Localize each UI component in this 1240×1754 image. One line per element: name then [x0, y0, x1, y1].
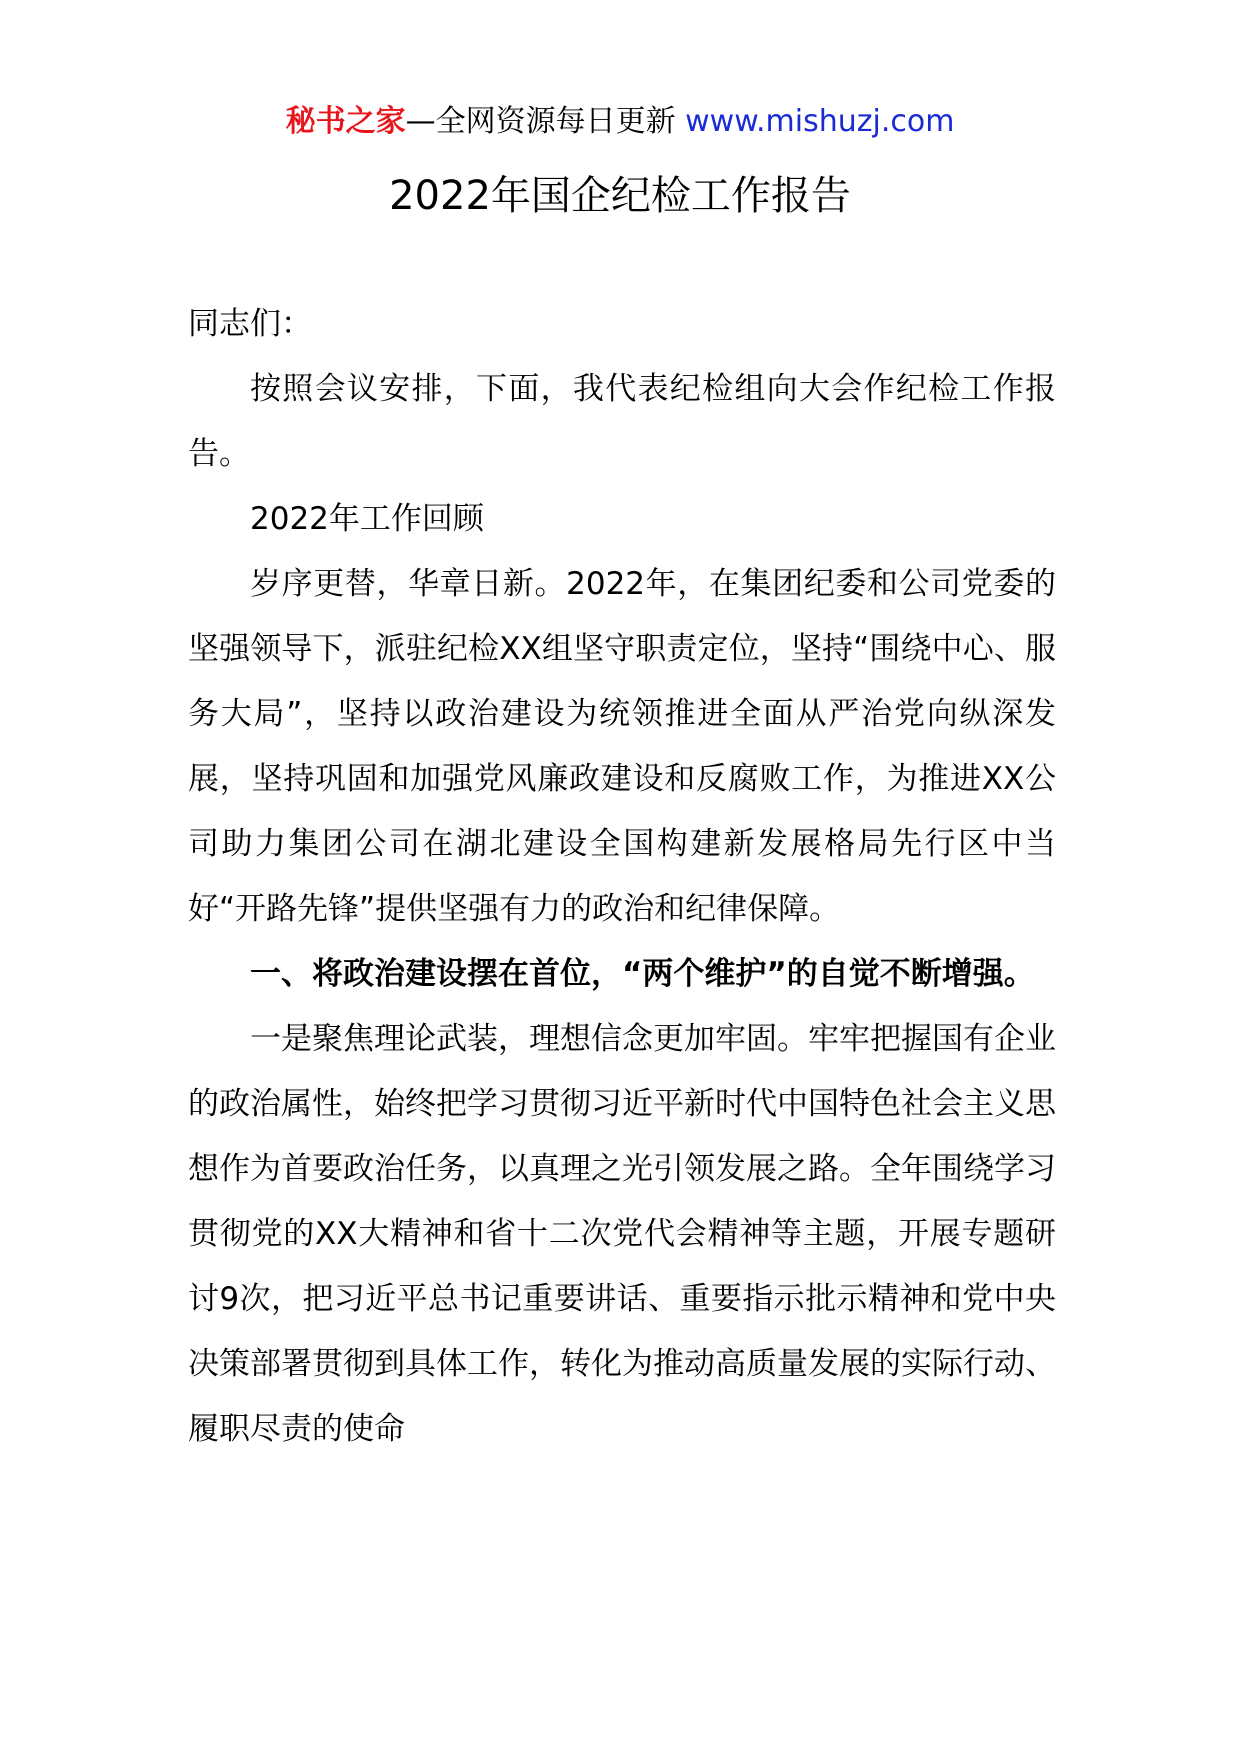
site-header	[0, 100, 1240, 144]
body-paragraph: 岁序更替，华章日新。2022年，在集团纪委和公司党委的坚强领导下，派驻纪检XX组坚守职责定位，坚持“围绕中心、服务大局”，坚持以政治建设为统领推进全面从严治党向纵深发展，坚持巩固和加强党风廉政建设和反腐败工作，为推进XX公司助力集团公司在湖北建设全国构建新发展格局先行区中当好“开路先锋”提供坚强有力的政治和纪律保障。	[188, 566, 1056, 927]
site-tagline: —全网资源每日更新	[405, 104, 686, 139]
body-paragraph: 按照会议安排，下面，我代表纪检组向大会作纪检工作报告。	[188, 371, 1056, 472]
section-heading: 一、将政治建设摆在首位，“两个维护”的自觉不断增强。	[250, 956, 1035, 992]
body-paragraph: 一是聚焦理论武装，理想信念更加牢固。牢牢把握国有企业的政治属性，始终把学习贯彻习近平新时代中国特色社会主义思想作为首要政治任务，以真理之光引领发展之路。全年围绕学习贯彻党的XX大精神和省十二次党代会精神等主题，开展专题研讨9次，把习近平总书记重要讲话、重要指示批示精神和党中央决策部署贯彻到具体工作，转化为推动高质量发展的实际行动、履职尽责的使命	[188, 1021, 1056, 1447]
salutation: 同志们：	[188, 306, 312, 342]
section-heading: 2022年工作回顾	[250, 501, 484, 537]
document-body	[188, 292, 1056, 1462]
document-title: 2022年国企纪检工作报告	[389, 173, 851, 219]
site-name: 秘书之家	[285, 104, 406, 139]
site-url-link[interactable]: www.mishuzj.com	[685, 104, 955, 139]
